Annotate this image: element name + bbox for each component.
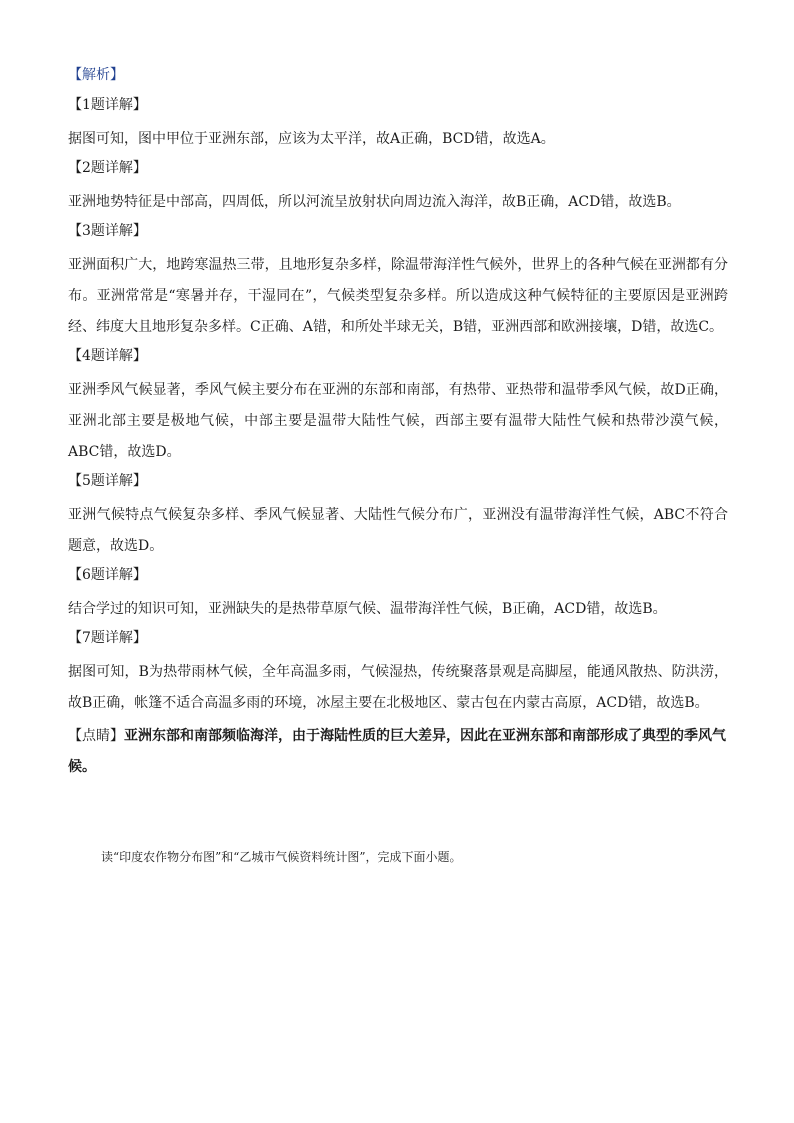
next-question-intro: 读“印度农作物分布图”和“乙城市气候资料统计图”，完成下面小题。 xyxy=(101,850,462,864)
section-title-1: 【1题详解】 xyxy=(68,97,147,113)
tip-label: 【点睛】 xyxy=(68,728,124,744)
section-title-3: 【3题详解】 xyxy=(68,223,147,239)
tip-text: 亚洲东部和南部频临海洋，由于海陆性质的巨大差异，因此在亚洲东部和南部形成了典型的季风气候。 xyxy=(68,728,726,775)
section-text-3: 亚洲面积广大，地跨寒温热三带，且地形复杂多样，除温带海洋性气候外，世界上的各种气候在亚洲都有分布。亚洲常常是“寒暑并存，干湿同在”，气候类型复杂多样。所以造成这种气候特征的主要原因是亚洲跨经、纬度大且地形复杂多样。C正确、A错，和所处半球无关，B错，亚洲西部和欧洲接壤，D错，故选C。 xyxy=(68,257,728,335)
analysis-header: 【解析】 xyxy=(68,67,124,83)
section-title-2: 【2题详解】 xyxy=(68,160,147,176)
section-text-7: 据图可知，B为热带雨林气候，全年高温多雨，气候湿热，传统聚落景观是高脚屋，能通风散热、防洪涝，故B正确，帐篷不适合高温多雨的环境，冰屋主要在北极地区、蒙古包在内蒙古高原，ACD错，故选B。 xyxy=(68,664,728,711)
section-text-5: 亚洲气候特点气候复杂多样、季风气候显著、大陆性气候分布广，亚洲没有温带海洋性气候，ABC不符合题意，故选D。 xyxy=(68,507,728,554)
section-text-4: 亚洲季风气候显著，季风气候主要分布在亚洲的东部和南部，有热带、亚热带和温带季风气候，故D正确，亚洲北部主要是极地气候，中部主要是温带大陆性气候，西部主要有温带大陆性气候和热带沙漠气候，ABC错，故选D。 xyxy=(68,382,728,460)
section-title-5: 【5题详解】 xyxy=(68,473,147,489)
section-title-4: 【4题详解】 xyxy=(68,348,147,364)
section-text-1: 据图可知，图中甲位于亚洲东部，应该为太平洋，故A正确，BCD错，故选A。 xyxy=(68,131,555,147)
section-text-2: 亚洲地势特征是中部高，四周低，所以河流呈放射状向周边流入海洋，故B正确，ACD错，故选B。 xyxy=(68,194,681,210)
section-title-7: 【7题详解】 xyxy=(68,630,147,646)
answer-analysis xyxy=(68,64,728,783)
section-title-6: 【6题详解】 xyxy=(68,567,147,583)
tip-block xyxy=(68,721,728,783)
section-text-6: 结合学过的知识可知，亚洲缺失的是热带草原气候、温带海洋性气候，B正确，ACD错，故选B。 xyxy=(68,601,667,617)
